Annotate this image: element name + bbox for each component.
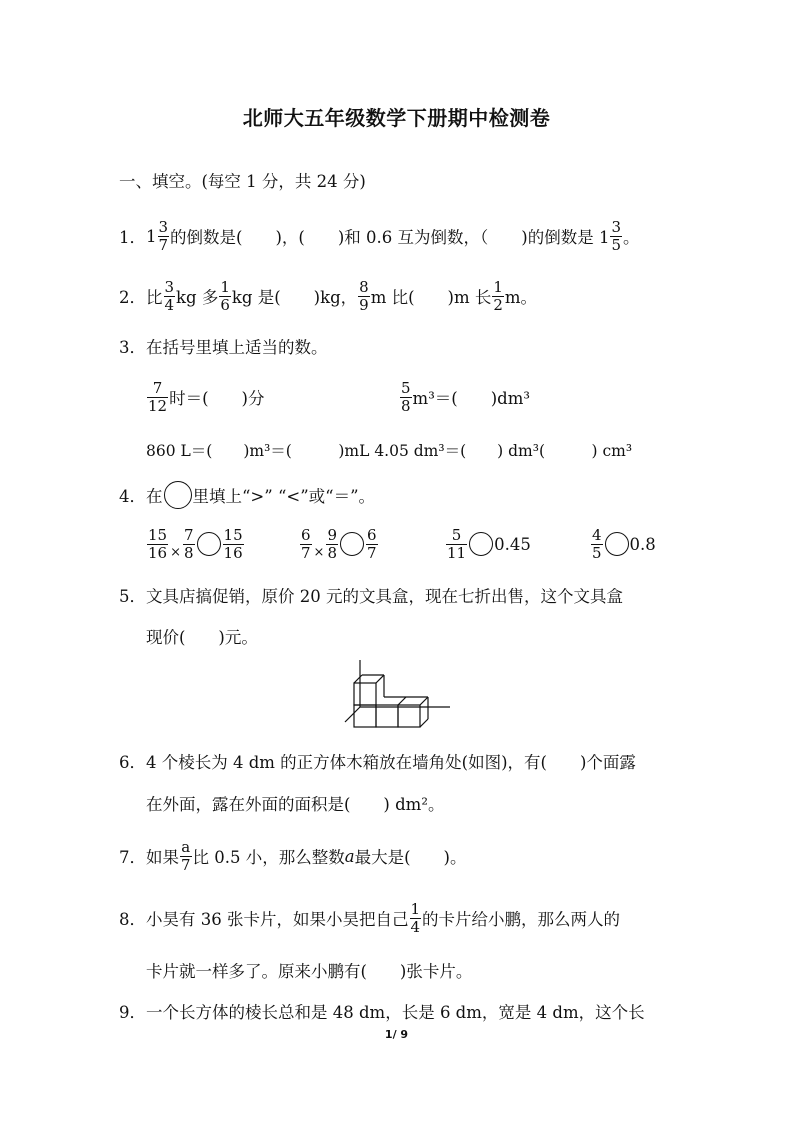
fraction: $\frac{15}{16}$: [148, 525, 168, 562]
fraction: $\frac{4}{5}$: [592, 525, 602, 562]
variable: a: [344, 846, 355, 866]
times-sign: ×: [170, 545, 181, 560]
fraction: $\frac{5}{11}$: [447, 525, 467, 562]
question-text: 在外面，露在外面的面积是( ) dm²。: [146, 795, 445, 814]
compare-item-4: [590, 524, 656, 564]
fraction: $\frac{1}{2}$: [493, 277, 503, 314]
compare-item-1: [146, 524, 245, 564]
question-1: [119, 216, 640, 256]
question-text: kg 是( )kg，: [231, 288, 358, 307]
times-sign: ×: [313, 545, 325, 560]
fraction: $\frac{5}{8}$: [401, 378, 411, 415]
page-number: 1/ 9: [384, 1028, 409, 1041]
section-heading: [119, 165, 366, 195]
question-text: 的倒数是( )，( )和 0.6 互为倒数，（ )的倒数是 1: [170, 228, 610, 247]
answer-circle[interactable]: [197, 532, 221, 556]
fraction: $\frac{9}{8}$: [327, 525, 337, 562]
circle-icon: [164, 481, 192, 509]
question-4: [119, 480, 375, 510]
question-text: 一个长方体的棱长总和是 48 dm，长是 6 dm，宽是 4 dm，这个长: [146, 1003, 645, 1022]
answer-circle[interactable]: [469, 532, 493, 556]
question-number: 8．: [119, 910, 146, 929]
question-number: 6．: [119, 753, 146, 772]
question-text: 最大是( )。: [354, 848, 467, 867]
question-3c: [146, 435, 632, 465]
fraction: $\frac{7}{12}$: [148, 378, 168, 415]
fraction: $\frac{3}{7}$: [158, 217, 169, 254]
question-3b: [399, 377, 530, 417]
question-2: [119, 276, 537, 316]
fraction: $\frac{1}{4}$: [410, 899, 421, 936]
question-text: 比: [146, 288, 163, 307]
question-text: 时＝( )分: [169, 389, 265, 408]
question-8-line2: [146, 955, 472, 985]
mixed-whole: 1: [146, 226, 157, 246]
question-text: 。: [623, 228, 640, 247]
fraction: $\frac{3}{4}$: [164, 277, 175, 314]
question-5-line2: [146, 621, 258, 651]
question-text: m 比( )m 长: [370, 288, 492, 307]
question-number: 7．: [119, 848, 146, 867]
question-text: m。: [504, 288, 538, 307]
question-text: 小昊有 36 张卡片，如果小昊把自己: [146, 910, 409, 929]
question-3a: [146, 377, 264, 417]
question-number: 3．: [119, 338, 146, 357]
compare-item-3: [445, 524, 531, 564]
fraction: $\frac{6}{7}$: [301, 525, 311, 562]
compare-item-2: [299, 524, 379, 564]
question-text: 如果: [146, 848, 179, 867]
cube-corner-figure: [340, 655, 455, 735]
compare-value: 0.8: [629, 534, 656, 554]
answer-circle[interactable]: [605, 532, 629, 556]
question-text: 文具店搞促销，原价 20 元的文具盒，现在七折出售，这个文具盒: [146, 587, 623, 606]
question-number: 4．: [119, 487, 146, 506]
question-text: kg 多: [176, 288, 219, 307]
question-5: [119, 580, 623, 610]
question-6: [119, 746, 636, 776]
answer-circle[interactable]: [340, 532, 364, 556]
question-text: 卡片就一样多了。原来小鹏有( )张卡片。: [146, 962, 473, 981]
fraction: $\frac{6}{7}$: [367, 525, 377, 562]
question-9: [119, 996, 645, 1026]
question-3: [119, 331, 328, 361]
question-number: 9．: [119, 1003, 146, 1022]
question-number: 5．: [119, 587, 146, 606]
question-text: 的卡片给小鹏，那么两人的: [422, 910, 621, 929]
question-text: 860 L＝( )m³＝( )mL 4.05 dm³＝( ) dm³( ) cm³: [146, 442, 633, 460]
question-text: 在: [146, 487, 163, 506]
question-6-line2: [146, 788, 444, 818]
question-text: m³＝( )dm³: [412, 389, 531, 408]
page-title: 北师大五年级数学下册期中检测卷: [242, 106, 551, 130]
section-heading-text: 一、填空。(每空 1 分，共 24 分): [119, 172, 366, 191]
question-7: [119, 836, 467, 876]
question-text: 在括号里填上适当的数。: [146, 338, 328, 357]
fraction: $\frac{15}{16}$: [223, 525, 243, 562]
question-text: 里填上“>” “<”或“＝”。: [192, 487, 376, 506]
question-text: 4 个棱长为 4 dm 的正方体木箱放在墙角处(如图)，有( )个面露: [146, 753, 636, 772]
compare-value: 0.45: [494, 534, 531, 554]
question-number: 1．: [119, 228, 146, 247]
question-number: 2．: [119, 288, 146, 307]
fraction: $\frac{1}{6}$: [220, 277, 230, 314]
fraction: $\frac{a}{7}$: [181, 837, 191, 874]
fraction: $\frac{3}{5}$: [611, 217, 622, 254]
fraction: $\frac{8}{9}$: [359, 277, 369, 314]
fraction: $\frac{7}{8}$: [184, 525, 194, 562]
question-text: 比 0.5 小，那么整数: [192, 848, 345, 867]
question-text: 现价( )元。: [146, 628, 258, 647]
question-8: [119, 898, 620, 938]
